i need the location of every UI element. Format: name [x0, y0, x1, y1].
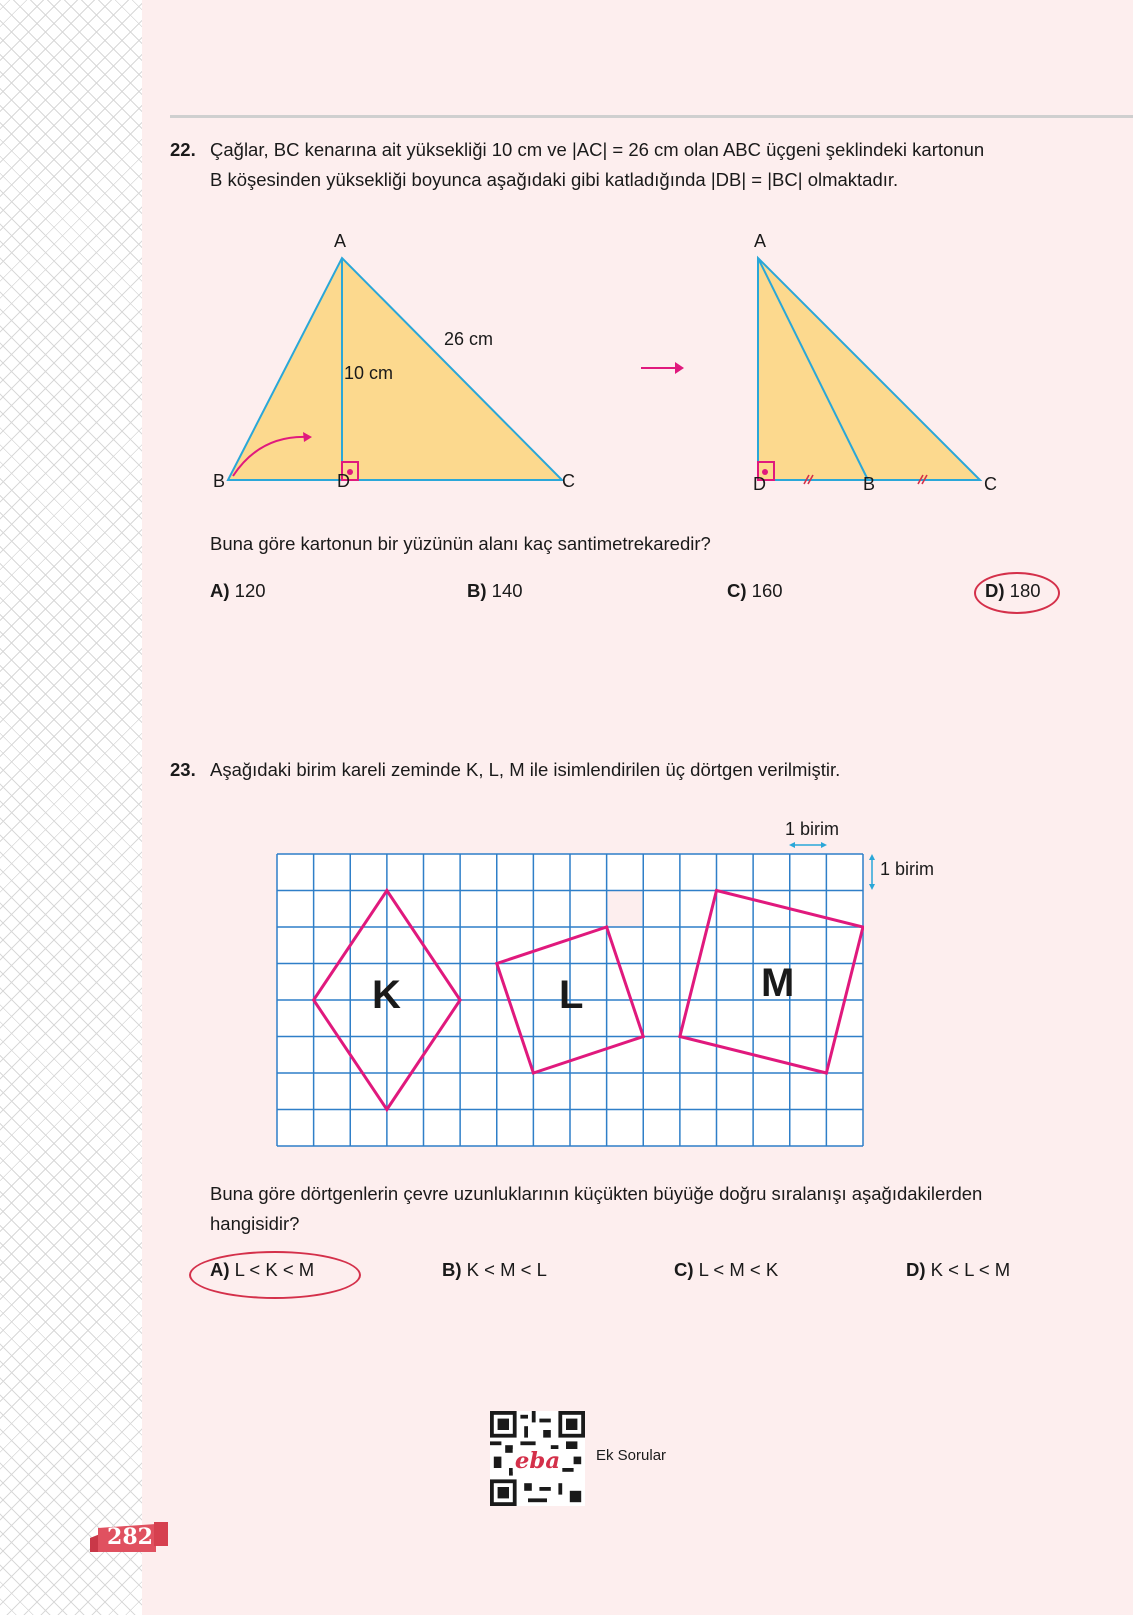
vertex-label-B: B	[213, 471, 226, 491]
option-letter: A)	[210, 1259, 230, 1280]
q22-option-c[interactable]	[727, 580, 783, 602]
option-text: L < M < K	[698, 1259, 779, 1280]
question-text-line1: Çağlar, BC kenarına ait yüksekliği 10 cm ve |AC| = 26 cm olan ABC üçgeni şeklindeki kartonun	[210, 139, 985, 160]
option-letter: B)	[442, 1259, 462, 1280]
option-letter: A)	[210, 580, 230, 601]
vertex-label-A: A	[334, 231, 347, 251]
vertical-unit-arrow-icon	[867, 853, 877, 891]
folded-vertex-label-D: D	[753, 474, 766, 494]
page-number: 282	[107, 1524, 153, 1550]
question-23-prompt	[210, 1179, 1110, 1239]
question-number: 23.	[170, 759, 196, 780]
option-text: 120	[234, 580, 266, 601]
folded-vertex-label-B: B	[863, 474, 876, 494]
triangle-figure-original	[200, 230, 600, 500]
triangle-figure-folded	[620, 230, 1020, 500]
question-22	[170, 135, 1090, 195]
unit-label-horizontal: 1 birim	[785, 819, 840, 839]
question-text-line2: B köşesinden yüksekliği boyunca aşağıdaki gibi katladığında |DB| = |BC| olmaktadır.	[210, 169, 899, 190]
option-letter: D)	[985, 580, 1005, 601]
option-text: K < M < L	[466, 1259, 547, 1280]
answer-circle-mark	[189, 1251, 361, 1299]
qr-caption: Ek Sorular	[596, 1447, 667, 1464]
side-label: 26 cm	[444, 329, 494, 349]
q23-option-c[interactable]	[674, 1259, 778, 1281]
q23-option-b[interactable]	[442, 1259, 547, 1281]
folded-vertex-label-C: C	[984, 474, 997, 494]
option-letter: B)	[467, 580, 487, 601]
shape-label-L: L	[559, 973, 584, 1017]
q22-option-b[interactable]	[467, 580, 523, 602]
header-rule	[170, 115, 1133, 118]
option-text: 180	[1009, 580, 1041, 601]
option-letter: C)	[727, 580, 747, 601]
question-text-line1: Aşağıdaki birim kareli zeminde K, L, M ile isimlendirilen üç dörtgen verilmiştir.	[210, 759, 841, 780]
decorative-crosshatch-margin	[0, 0, 142, 1615]
shape-label-K: K	[372, 973, 401, 1017]
answer-circle-mark	[974, 572, 1060, 614]
option-text: 140	[491, 580, 523, 601]
vertex-label-D: D	[337, 471, 350, 491]
shape-label-M: M	[761, 961, 795, 1005]
prompt-text-line2: hangisidir?	[210, 1213, 300, 1234]
horizontal-unit-arrow-icon	[788, 840, 828, 850]
option-text: L < K < M	[234, 1259, 315, 1280]
question-number: 22.	[170, 139, 196, 160]
qr-code[interactable]	[490, 1411, 585, 1506]
option-letter: C)	[674, 1259, 694, 1280]
question-22-prompt	[210, 529, 1010, 559]
height-label: 10 cm	[344, 363, 394, 383]
option-letter: D)	[906, 1259, 926, 1280]
vertex-label-C: C	[562, 471, 575, 491]
prompt-text-line1: Buna göre dörtgenlerin çevre uzunluklarının küçükten büyüğe doğru sıralanışı aşağıdakilerden	[210, 1183, 983, 1204]
folded-vertex-label-A: A	[754, 231, 767, 251]
option-text: 160	[751, 580, 783, 601]
unit-label-vertical: 1 birim	[880, 859, 935, 879]
q23-option-d[interactable]	[906, 1259, 1010, 1281]
q22-option-a[interactable]	[210, 580, 266, 602]
option-text: K < L < M	[930, 1259, 1011, 1280]
prompt-text: Buna göre kartonun bir yüzünün alanı kaç santimetrekaredir?	[210, 533, 711, 554]
svg-text:eba: eba	[514, 1448, 561, 1474]
question-23	[170, 755, 1090, 785]
